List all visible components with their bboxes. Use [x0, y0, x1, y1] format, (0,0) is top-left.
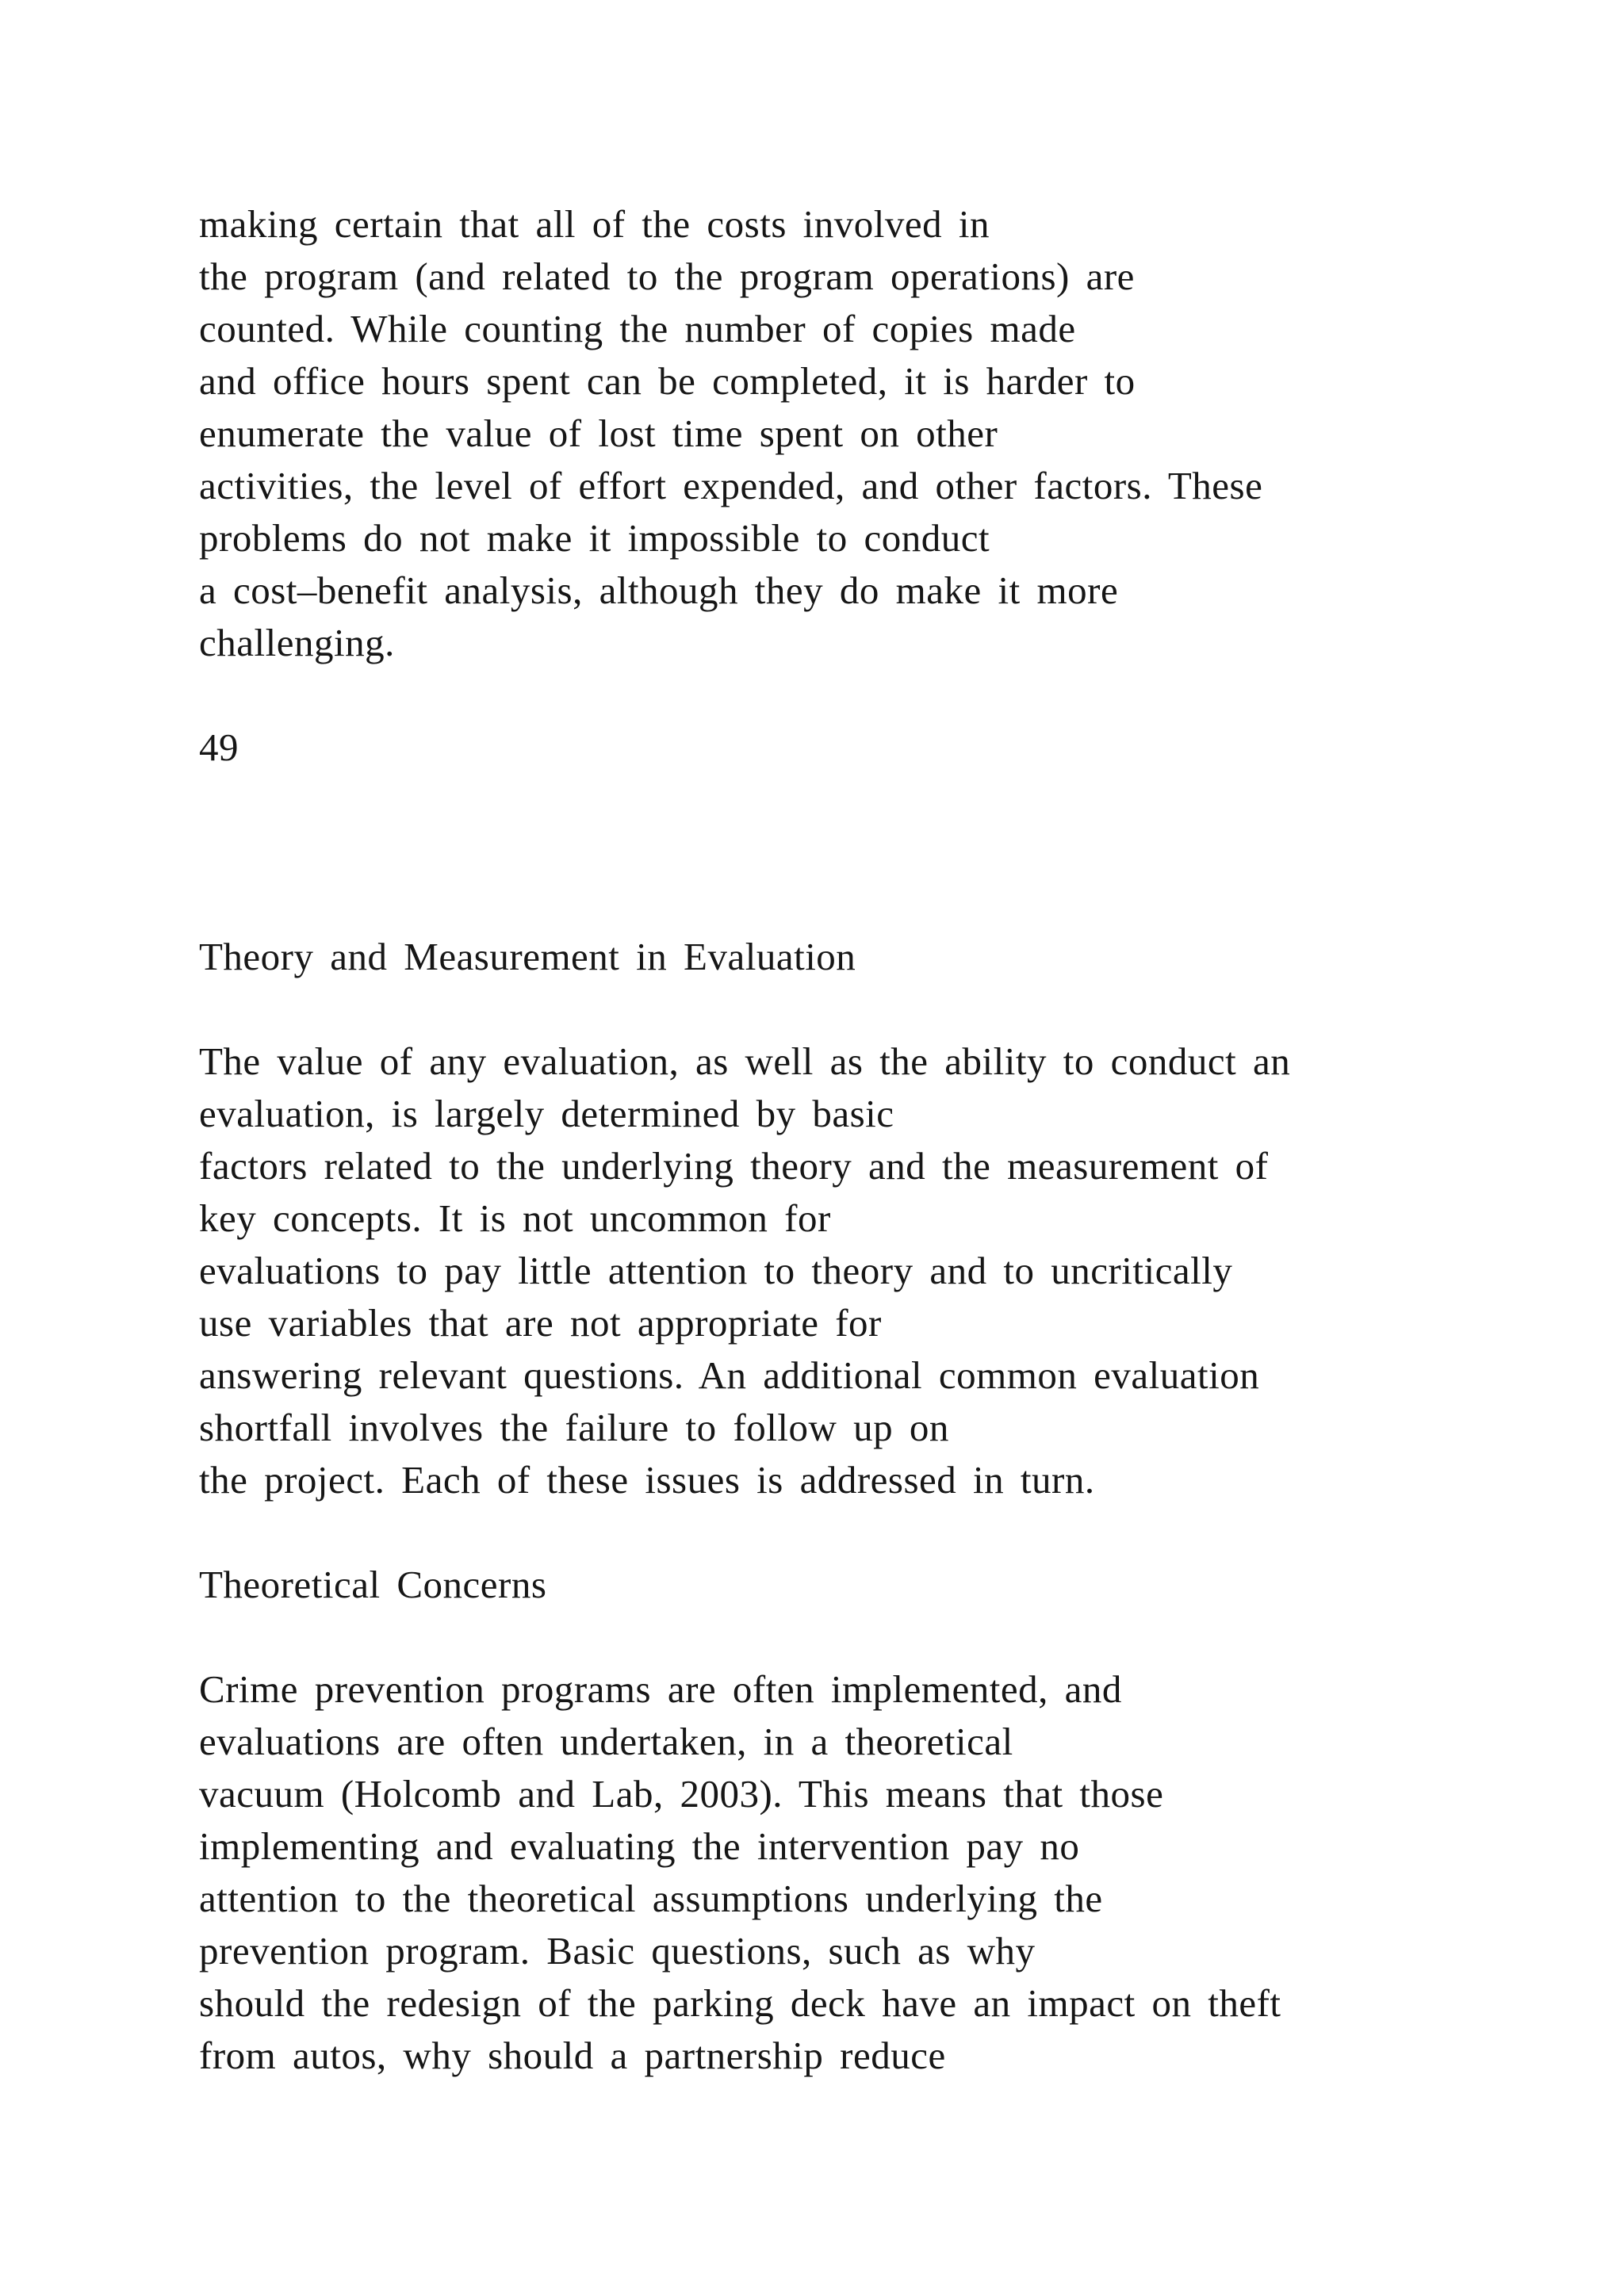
text-line: factors related to the underlying theory and the measurement of — [199, 1144, 1269, 1188]
text-line: evaluations to pay little attention to theory and to uncritically — [199, 1249, 1233, 1292]
section-heading: Theory and Measurement in Evaluation — [199, 935, 856, 978]
blank-space — [199, 1611, 1529, 1663]
subsection-heading: Theoretical Concerns — [199, 1563, 547, 1606]
text-line: The value of any evaluation, as well as the ability to conduct an — [199, 1039, 1291, 1083]
text-line: the project. Each of these issues is addressed in turn. — [199, 1458, 1095, 1502]
text-line: implementing and evaluating the intervention pay no — [199, 1824, 1080, 1868]
text-line: activities, the level of effort expended, and other factors. These — [199, 464, 1263, 507]
text-line: evaluations are often undertaken, in a theoretical — [199, 1720, 1013, 1763]
text-line: prevention program. Basic questions, such as why — [199, 1929, 1036, 1973]
text-line: evaluation, is largely determined by basic — [199, 1092, 894, 1135]
blank-space — [199, 983, 1529, 1035]
page-number: 49 — [199, 725, 239, 769]
text-line: challenging. — [199, 621, 395, 664]
blank-space — [199, 774, 1529, 931]
text-line: enumerate the value of lost time spent on other — [199, 411, 998, 455]
text-line: the program (and related to the program operations) are — [199, 254, 1135, 298]
text-line: attention to the theoretical assumptions underlying the — [199, 1877, 1103, 1920]
blank-space — [199, 1506, 1529, 1559]
paragraph — [199, 1663, 1529, 2082]
blank-space — [199, 669, 1529, 721]
text-line: a cost–benefit analysis, although they do make it more — [199, 568, 1119, 612]
text-line: from autos, why should a partnership reduce — [199, 2034, 946, 2077]
text-line: vacuum (Holcomb and Lab, 2003). This means that those — [199, 1772, 1164, 1816]
text-line: use variables that are not appropriate for — [199, 1301, 882, 1345]
paragraph — [199, 1035, 1529, 1506]
text-line: should the redesign of the parking deck have an impact on theft — [199, 1981, 1281, 2025]
text-line: shortfall involves the failure to follow up on — [199, 1406, 949, 1449]
text-line: Crime prevention programs are often implemented, and — [199, 1667, 1122, 1711]
text-line: key concepts. It is not uncommon for — [199, 1196, 831, 1240]
paragraph — [199, 198, 1529, 669]
text-line: counted. While counting the number of copies made — [199, 307, 1076, 350]
text-line: and office hours spent can be completed, it is harder to — [199, 359, 1136, 403]
text-line: problems do not make it impossible to conduct — [199, 516, 990, 560]
text-line: making certain that all of the costs involved in — [199, 202, 990, 246]
text-line: answering relevant questions. An additional common evaluation — [199, 1353, 1260, 1397]
